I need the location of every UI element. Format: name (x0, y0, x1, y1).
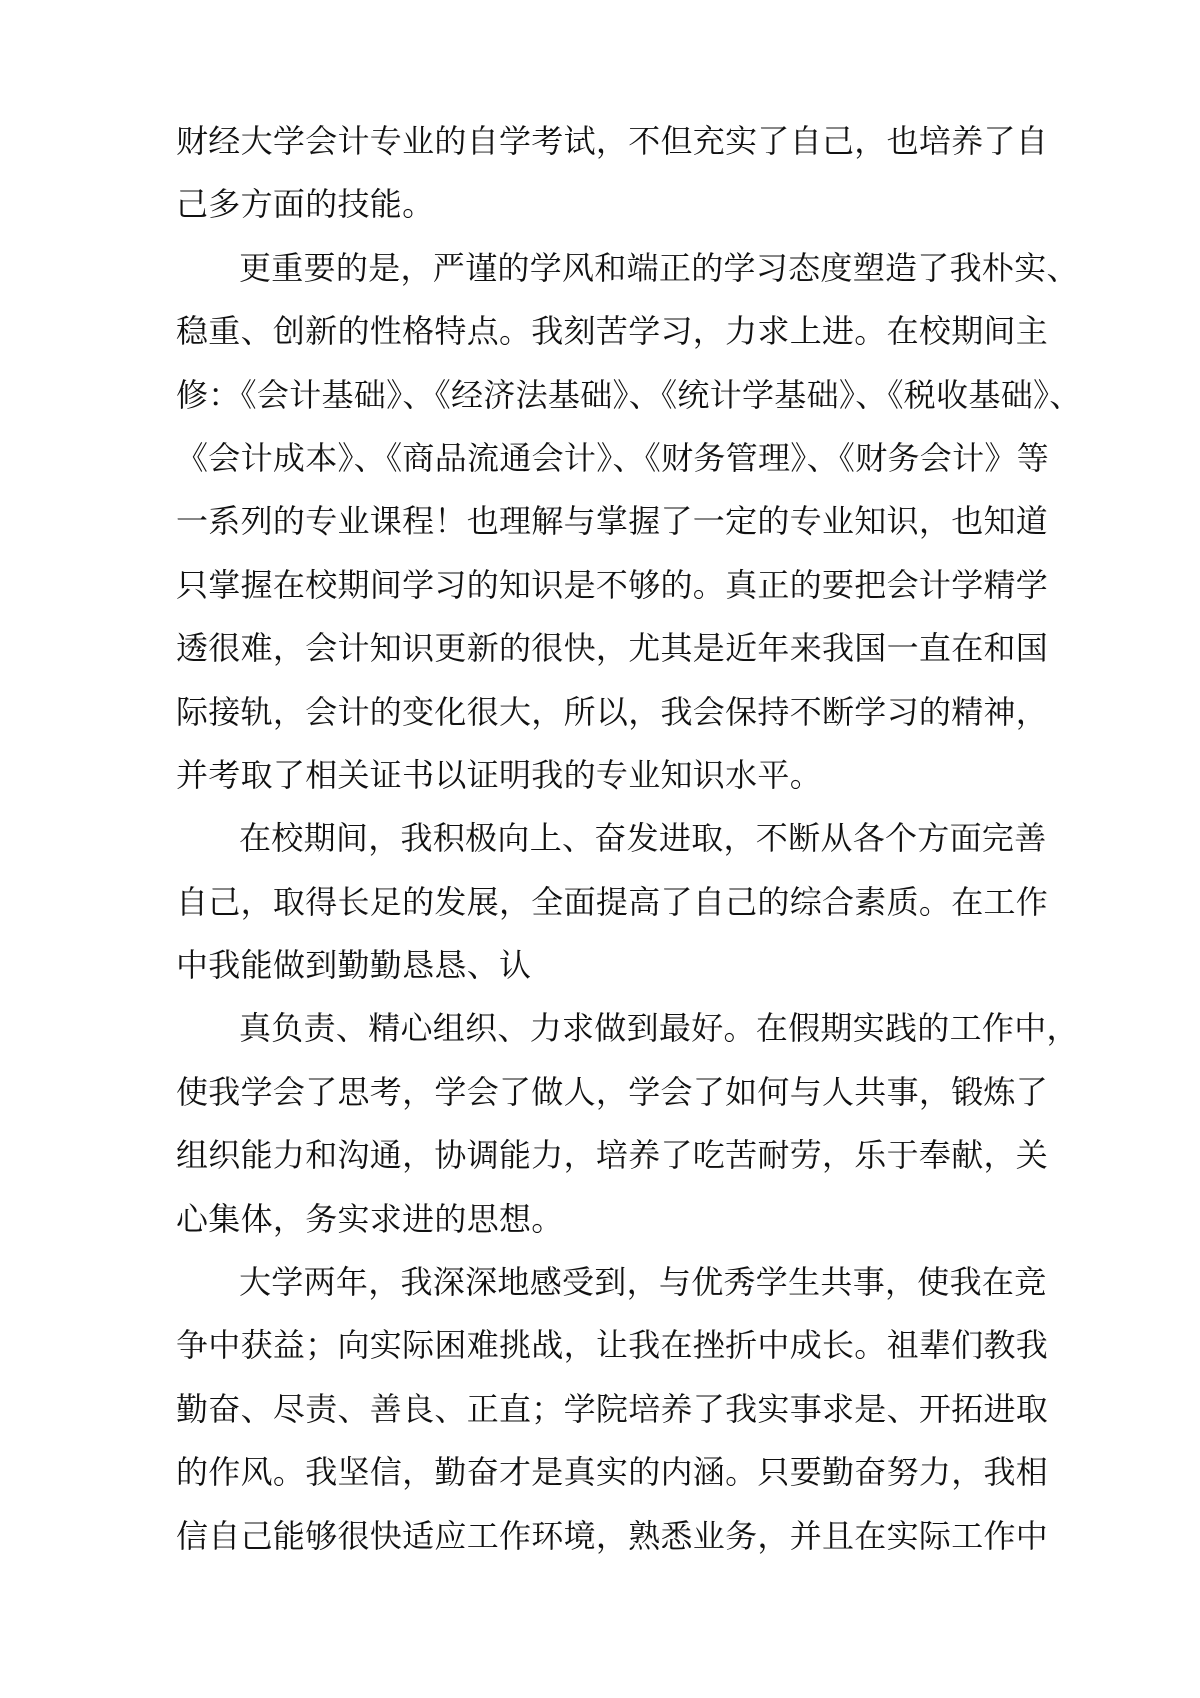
text-line: 勤奋、尽责、善良、正直；学院培养了我实事求是、开拓进取 (176, 1389, 1049, 1428)
text-line: 大学两年，我深深地感受到，与优秀学生共事，使我在竞 (239, 1263, 1047, 1302)
text-line: 并考取了相关证书以证明我的专业知识水平。 (176, 755, 823, 794)
text-line: 的作风。我坚信，勤奋才是真实的内涵。只要勤奋努力，我相 (176, 1453, 1049, 1492)
text-line: 使我学会了思考，学会了做人，学会了如何与人共事，锻炼了 (176, 1072, 1049, 1111)
text-line: 中我能做到勤勤恳恳、认 (176, 946, 532, 985)
text-line: 修：《会计基础》、《经济法基础》、《统计学基础》、《税收基础》、 (176, 375, 1082, 414)
text-line: 组织能力和沟通，协调能力，培养了吃苦耐劳，乐于奉献，关 (176, 1136, 1049, 1175)
text-line: 真负责、精心组织、力求做到最好。在假期实践的工作中， (239, 1009, 1079, 1048)
text-line: 际接轨，会计的变化很大，所以，我会保持不断学习的精神， (176, 692, 1049, 731)
text-line: 自己，取得长足的发展，全面提高了自己的综合素质。在工作 (176, 882, 1049, 921)
text-line: 财经大学会计专业的自学考试，不但充实了自己，也培养了自 (176, 122, 1049, 160)
text-line: 争中获益；向实际困难挑战，让我在挫折中成长。祖辈们教我 (176, 1326, 1049, 1365)
text-line: 一系列的专业课程！也理解与掌握了一定的专业知识，也知道 (176, 502, 1049, 541)
document-body (176, 110, 1082, 1568)
text-line: 己多方面的技能。 (176, 185, 435, 224)
text-line: 只掌握在校期间学习的知识是不够的。真正的要把会计学精学 (176, 565, 1049, 604)
text-line: 稳重、创新的性格特点。我刻苦学习，力求上进。在校期间主 (176, 312, 1049, 351)
text-line: 《会计成本》、《商品流通会计》、《财务管理》、《财务会计》等 (176, 438, 1050, 477)
text-line: 透很难，会计知识更新的很快，尤其是近年来我国一直在和国 (176, 629, 1049, 668)
text-line: 心集体，务实求进的思想。 (176, 1199, 564, 1238)
text-line: 在校期间，我积极向上、奋发进取，不断从各个方面完善 (239, 819, 1047, 858)
text-line: 更重要的是，严谨的学风和端正的学习态度塑造了我朴实、 (239, 248, 1079, 287)
text-line: 信自己能够很快适应工作环境，熟悉业务，并且在实际工作中 (176, 1516, 1049, 1555)
